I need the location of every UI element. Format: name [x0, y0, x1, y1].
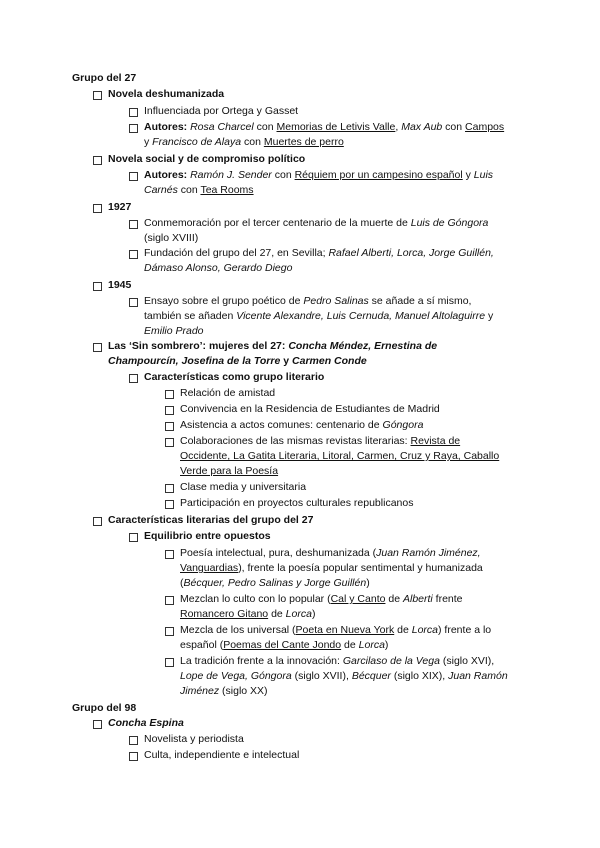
- checkbox[interactable]: [165, 406, 174, 415]
- checkbox[interactable]: [93, 156, 102, 165]
- topic-caracteristicas-literarias: Características literarias del grupo del 27: [108, 514, 314, 526]
- list-item-continuation: español (Poemas del Cante Jondo de Lorca): [180, 639, 389, 651]
- checkbox[interactable]: [165, 500, 174, 509]
- list-item-continuation: Verde para la Poesía: [180, 465, 279, 477]
- list-item-continuation: también se añaden Vicente Alexandre, Luis Cernuda, Manuel Altolaguirre y: [144, 310, 494, 322]
- checkbox[interactable]: [93, 517, 102, 526]
- list-item: Novelista y periodista: [144, 733, 244, 745]
- checkbox[interactable]: [129, 172, 138, 181]
- list-item-continuation: Lope de Vega, Góngora (siglo XVII), Bécquer (siglo XIX), Juan Ramón: [180, 670, 508, 682]
- checkbox[interactable]: [165, 390, 174, 399]
- checkbox[interactable]: [129, 220, 138, 229]
- list-item: Autores: Rosa Charcel con Memorias de Letivis Valle, Max Aub con Campos: [144, 121, 505, 133]
- list-item: Poesía intelectual, pura, deshumanizada (Juan Ramón Jiménez,: [180, 547, 481, 559]
- checkbox[interactable]: [165, 627, 174, 636]
- topic-novela-deshumanizada: Novela deshumanizada: [108, 88, 225, 100]
- checkbox[interactable]: [165, 658, 174, 667]
- list-item: Mezcla de los universal (Poeta en Nueva York de Lorca) frente a lo: [180, 624, 492, 636]
- checkbox[interactable]: [129, 124, 138, 133]
- checkbox[interactable]: [129, 736, 138, 745]
- list-item-continuation: Jiménez (siglo XX): [180, 685, 268, 697]
- subtopic-caracteristicas-grupo: Características como grupo literario: [144, 371, 325, 383]
- checkbox[interactable]: [129, 752, 138, 761]
- checkbox[interactable]: [93, 91, 102, 100]
- topic-novela-social: Novela social y de compromiso político: [108, 153, 306, 165]
- list-item-continuation: Vanguardias), frente la poesía popular sentimental y humanizada: [180, 562, 483, 574]
- list-item: Relación de amistad: [180, 387, 276, 399]
- list-item: Culta, independiente e intelectual: [144, 749, 300, 761]
- list-item: Asistencia a actos comunes: centenario de Góngora: [180, 419, 424, 431]
- checkbox[interactable]: [165, 550, 174, 559]
- checkbox[interactable]: [129, 108, 138, 117]
- list-item-continuation: (Bécquer, Pedro Salinas y Jorge Guillén): [180, 577, 370, 589]
- checkbox[interactable]: [165, 596, 174, 605]
- checkbox[interactable]: [93, 282, 102, 291]
- checkbox[interactable]: [93, 343, 102, 352]
- list-item-continuation: (siglo XVIII): [144, 232, 199, 244]
- list-item: Participación en proyectos culturales republicanos: [180, 497, 414, 509]
- topic-1927: 1927: [108, 201, 132, 213]
- list-item: Mezclan lo culto con lo popular (Cal y Canto de Alberti frente: [180, 593, 463, 605]
- list-item: Influenciada por Ortega y Gasset: [144, 105, 299, 117]
- checkbox[interactable]: [129, 298, 138, 307]
- topic-continuation: Champourcín, Josefina de la Torre y Carmen Conde: [108, 355, 367, 367]
- list-item: Conmemoración por el tercer centenario de la muerte de Luis de Góngora: [144, 217, 489, 229]
- checkbox[interactable]: [129, 374, 138, 383]
- topic-sin-sombrero: Las ‘Sin sombrero’: mujeres del 27: Concha Méndez, Ernestina de: [108, 340, 438, 352]
- list-item-continuation: Romancero Gitano de Lorca): [180, 608, 316, 620]
- checkbox[interactable]: [165, 484, 174, 493]
- list-item-continuation: Dámaso Alonso, Gerardo Diego: [144, 262, 293, 274]
- checkbox[interactable]: [93, 204, 102, 213]
- list-item-continuation: Carnés con Tea Rooms: [144, 184, 254, 196]
- list-item: Autores: Ramón J. Sender con Réquiem por un campesino español y Luis: [144, 169, 494, 181]
- subtopic-equilibrio: Equilibrio entre opuestos: [144, 530, 271, 542]
- list-item: Fundación del grupo del 27, en Sevilla; Rafael Alberti, Lorca, Jorge Guillén,: [144, 247, 494, 259]
- checkbox[interactable]: [165, 422, 174, 431]
- section-heading-grupo-98: Grupo del 98: [72, 702, 137, 714]
- section-heading-grupo-27: Grupo del 27: [72, 72, 137, 84]
- list-item-continuation: y Francisco de Alaya con Muertes de perro: [144, 136, 344, 148]
- checkbox[interactable]: [129, 250, 138, 259]
- list-item: La tradición frente a la innovación: Garcilaso de la Vega (siglo XVI),: [180, 655, 495, 667]
- checkbox[interactable]: [129, 533, 138, 542]
- list-item: Clase media y universitaria: [180, 481, 307, 493]
- topic-1945: 1945: [108, 279, 132, 291]
- list-item: Convivencia en la Residencia de Estudiantes de Madrid: [180, 403, 440, 415]
- list-item: Ensayo sobre el grupo poético de Pedro Salinas se añade a sí mismo,: [144, 295, 472, 307]
- list-item-continuation: Occidente, La Gatita Literaria, Litoral, Carmen, Cruz y Raya, Caballo: [180, 450, 500, 462]
- topic-concha-espina: Concha Espina: [108, 717, 184, 729]
- list-item-continuation: Emilio Prado: [144, 325, 204, 337]
- list-item: Colaboraciones de las mismas revistas literarias: Revista de: [180, 435, 461, 447]
- checkbox[interactable]: [165, 438, 174, 447]
- checkbox[interactable]: [93, 720, 102, 729]
